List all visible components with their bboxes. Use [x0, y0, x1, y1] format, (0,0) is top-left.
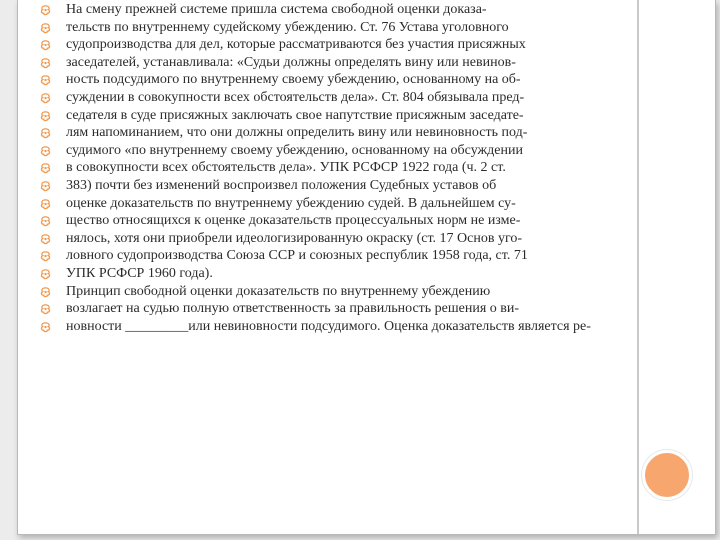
- orange-circle-decoration: [642, 450, 692, 500]
- curly-bullet-icon: [40, 233, 51, 244]
- curly-bullet-icon: [40, 198, 51, 209]
- curly-bullet-icon: [40, 286, 51, 297]
- text-line: [40, 212, 620, 230]
- text-line: [40, 89, 620, 107]
- line-text: щество относящихся к оценке доказательств процессуальных норм не изме-: [66, 213, 521, 229]
- curly-bullet-icon: [40, 250, 51, 261]
- line-text: оценке доказательств по внутреннему убеждению судей. В дальнейшем су-: [66, 195, 516, 211]
- line-text: возлагает на судью полную ответственность за правильность решения о ви-: [66, 301, 520, 317]
- text-line: [40, 1, 620, 19]
- curly-bullet-icon: [40, 39, 51, 50]
- text-line: [40, 230, 620, 248]
- text-line: [40, 265, 620, 283]
- bullet-text-list: [40, 1, 620, 335]
- curly-bullet-icon: [40, 180, 51, 191]
- curly-bullet-icon: [40, 145, 51, 156]
- text-line: [40, 142, 620, 160]
- text-line: [40, 300, 620, 318]
- line-text: УПК РСФСР 1960 года).: [66, 265, 213, 281]
- line-text: Принцип свободной оценки доказательств по внутреннему убеждению: [66, 283, 491, 299]
- line-text: заседателей, устанавливала: «Судьи должны определять вину или невинов-: [66, 54, 516, 70]
- line-text: в совокупности всех обстоятельств дела». УПК РСФСР 1922 года (ч. 2 ст.: [66, 160, 506, 176]
- curly-bullet-icon: [40, 268, 51, 279]
- line-text: тельств по внутреннему судейскому убеждению. Ст. 76 Устава уголовного: [66, 19, 509, 35]
- text-line: [40, 19, 620, 37]
- curly-bullet-icon: [40, 162, 51, 173]
- curly-bullet-icon: [40, 57, 51, 68]
- line-text: 383) почти без изменений воспроизвел положения Судебных уставов об: [66, 177, 497, 193]
- line-text: ность подсудимого по внутреннему своему убеждению, основанному на об-: [66, 72, 521, 88]
- curly-bullet-icon: [40, 74, 51, 85]
- line-text: судопроизводства для дел, которые рассматриваются без участия присяжных: [66, 37, 526, 53]
- text-line: [40, 159, 620, 177]
- line-text: ловного судопроизводства Союза ССР и союзных республик 1958 года, ст. 71: [66, 248, 528, 264]
- curly-bullet-icon: [40, 215, 51, 226]
- text-line: [40, 107, 620, 125]
- text-line: [40, 54, 620, 72]
- text-line: [40, 124, 620, 142]
- line-text: На смену прежней системе пришла система свободной оценки доказа-: [66, 2, 487, 17]
- text-line: [40, 318, 620, 336]
- vertical-divider: [637, 0, 639, 534]
- curly-bullet-icon: [40, 4, 51, 15]
- text-line: [40, 36, 620, 54]
- text-line: [40, 177, 620, 195]
- curly-bullet-icon: [40, 22, 51, 33]
- curly-bullet-icon: [40, 92, 51, 103]
- text-line: [40, 247, 620, 265]
- curly-bullet-icon: [40, 127, 51, 138]
- curly-bullet-icon: [40, 321, 51, 332]
- curly-bullet-icon: [40, 303, 51, 314]
- text-line: [40, 283, 620, 301]
- line-text: новности _________или невиновности подсудимого. Оценка доказательств является ре-: [66, 318, 591, 334]
- curly-bullet-icon: [40, 110, 51, 121]
- line-text: седателя в суде присяжных заключать свое напутствие присяжным заседате-: [66, 107, 524, 123]
- line-text: нялось, хотя они приобрели идеологизированную окраску (ст. 17 Основ уго-: [66, 230, 523, 246]
- line-text: лям напоминанием, что они должны определить вину или невиновность под-: [66, 125, 528, 141]
- text-line: [40, 71, 620, 89]
- text-line: [40, 195, 620, 213]
- line-text: судимого «по внутреннему своему убеждению, основанному на обсуждении: [66, 142, 523, 158]
- line-text: суждении в совокупности всех обстоятельств дела». Ст. 804 обязывала пред-: [66, 89, 525, 105]
